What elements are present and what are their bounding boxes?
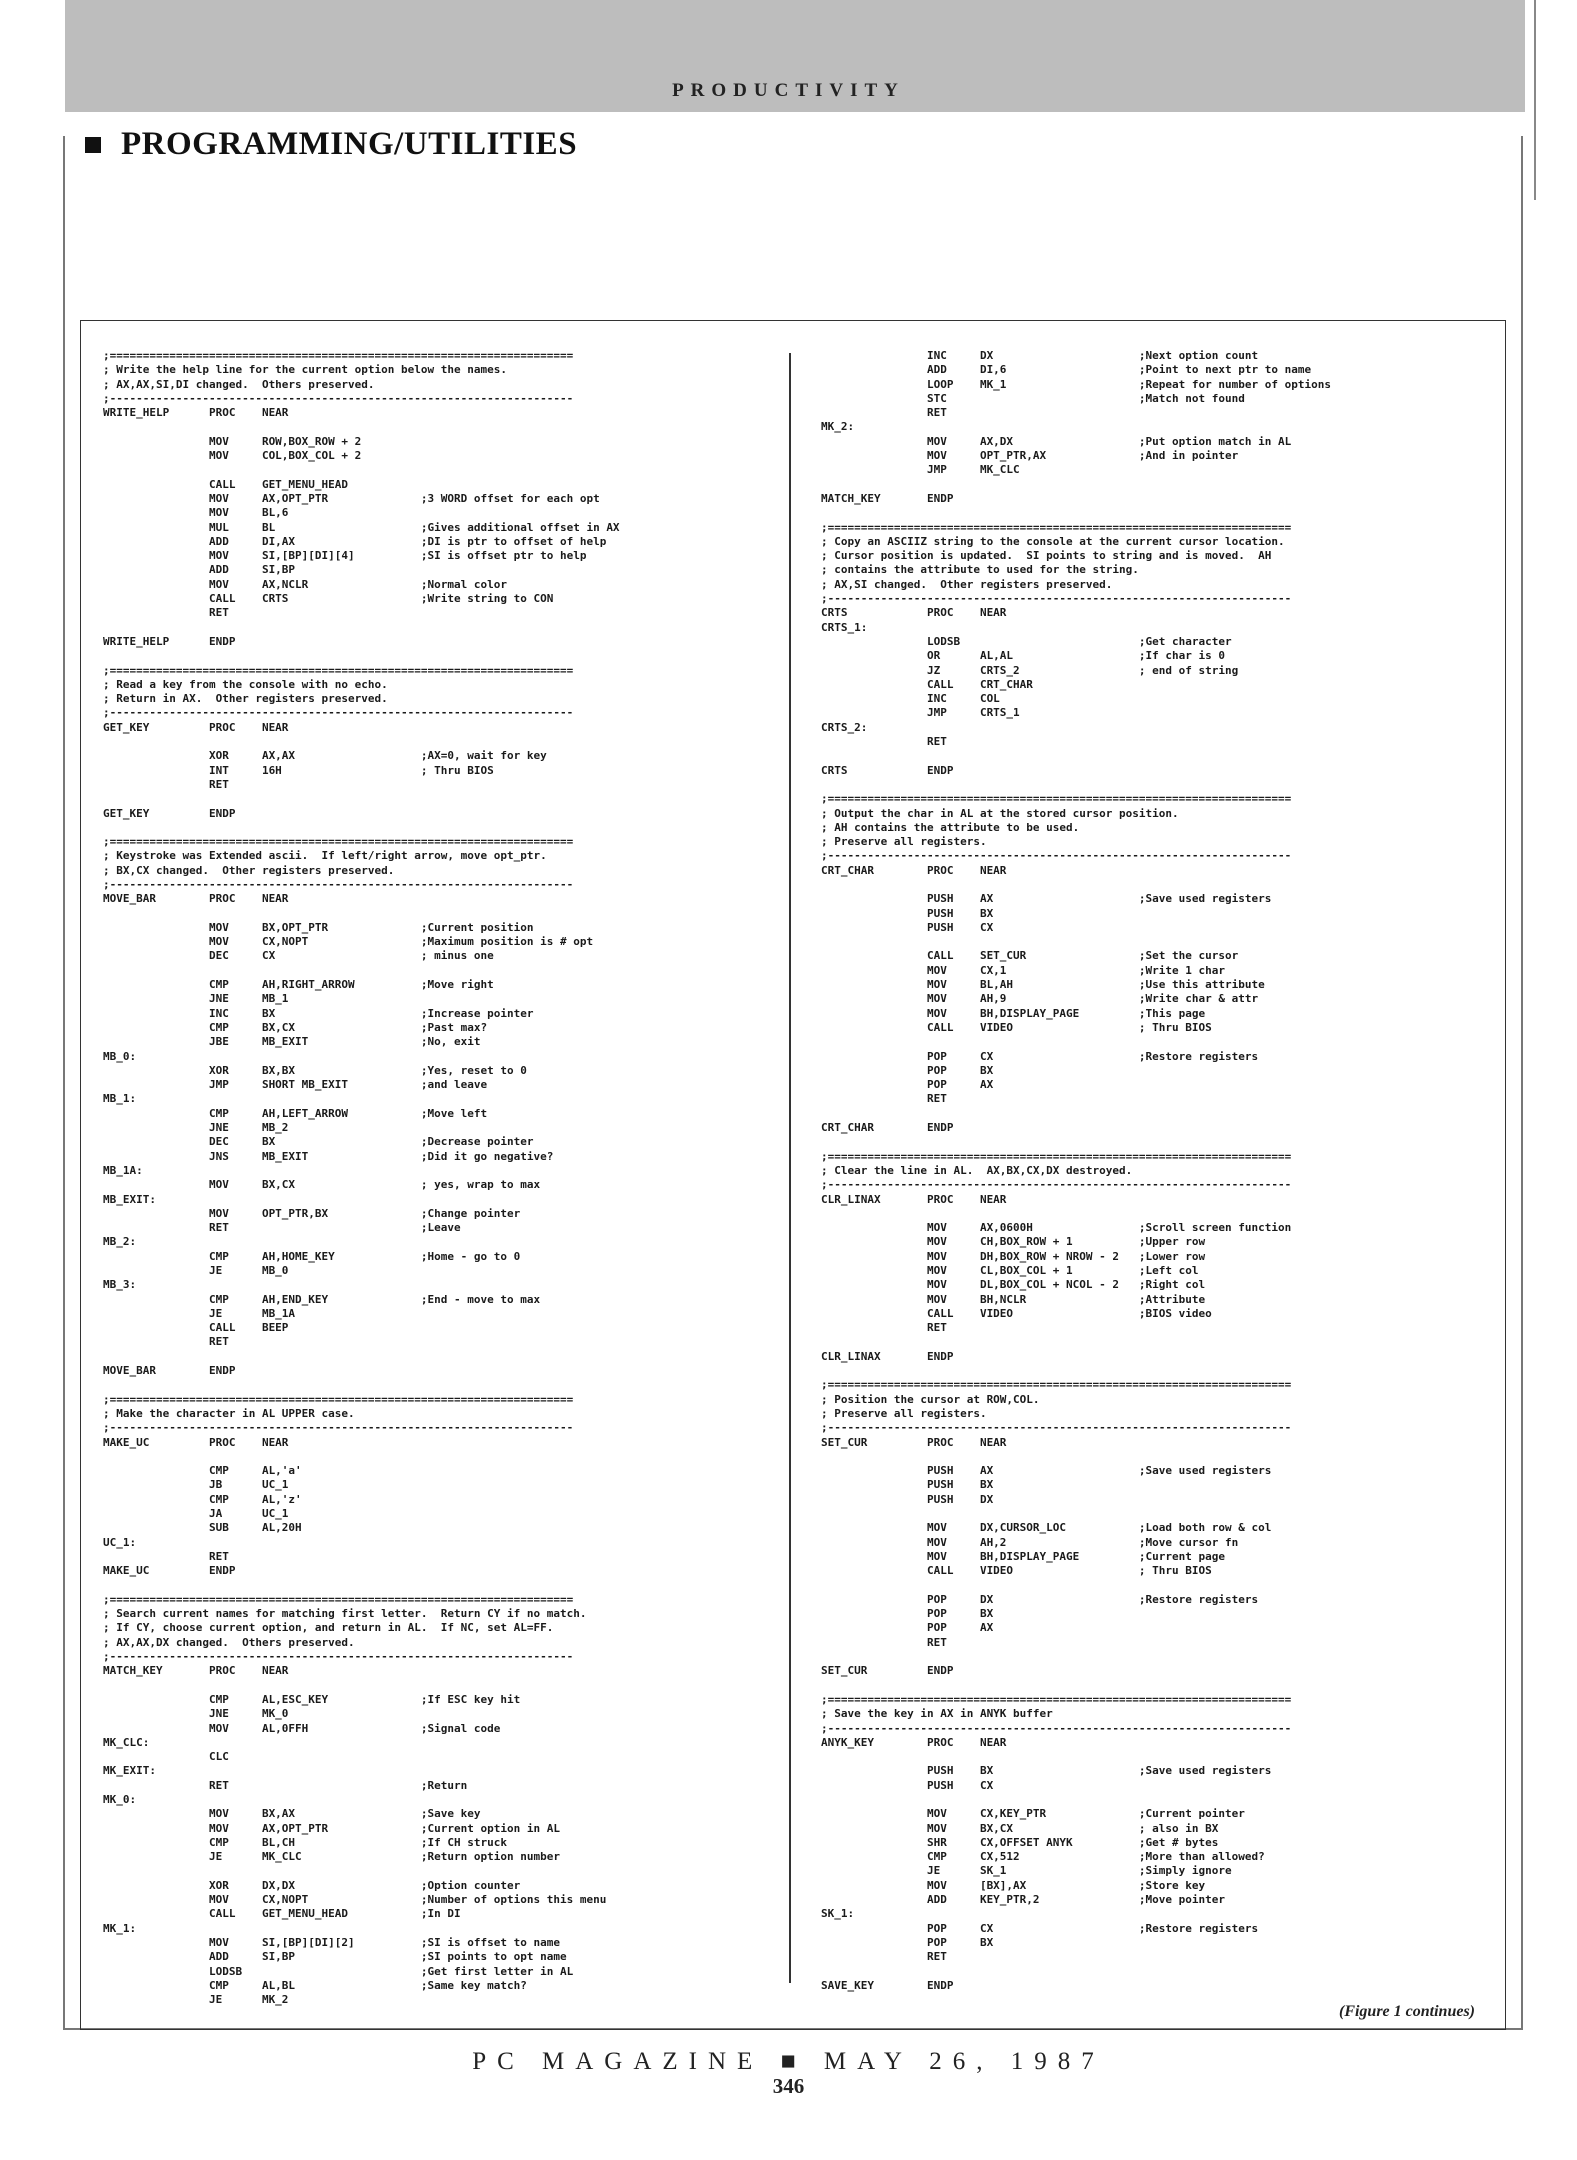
code-line [821,1507,1501,1521]
code-line: CALL CRTS ;Write string to CON [103,592,554,606]
code-line [821,1450,1501,1464]
code-line: CMP AL,BL ;Same key match? [103,1978,527,1992]
code-line: ; Make the character in AL UPPER case. [103,1406,355,1420]
code-line: SET_CUR ENDP [821,1664,954,1678]
code-line [821,1035,1501,1049]
code-line: MOV CX,KEY_PTR ;Current pointer [821,1807,1245,1821]
code-line [821,1207,1501,1221]
code-line [821,1335,1501,1349]
code-line: JE SK_1 ;Simply ignore [821,1864,1232,1878]
code-line: INC BX ;Increase pointer [103,1006,534,1020]
code-line: MOV [BX],AX ;Store key [821,1878,1206,1892]
code-line: ;---------------------------------------------------------------------- [821,1178,1292,1192]
code-line: MOV SI,[BP][DI][4] ;SI is offset ptr to help [103,549,587,563]
code-line: CMP AL,ESC_KEY ;If ESC key hit [103,1692,521,1706]
code-line [103,621,793,635]
code-line: RET [103,1549,229,1563]
code-line: OR AL,AL ;If char is 0 [821,649,1225,663]
code-line: INC DX ;Next option count [821,349,1259,362]
code-line: PUSH CX [821,1778,994,1792]
code-line: ADD SI,BP [103,563,296,577]
right-edge-rule [1534,0,1536,200]
code-line: JE MB_0 [103,1264,289,1277]
code-line: RET [821,1092,947,1106]
code-line: CALL VIDEO ; Thru BIOS [821,1564,1212,1578]
code-line: MUL BL ;Gives additional offset in AX [103,520,620,534]
code-line: STC ;Match not found [821,391,1245,405]
code-line: MOV AL,0FFH ;Signal code [103,1721,501,1735]
code-line [821,778,1501,792]
code-line: ;====================================================================== [103,1592,574,1606]
code-line: MOVE_BAR ENDP [103,1364,236,1378]
code-line [821,1364,1501,1378]
code-line: CMP AH,END_KEY ;End - move to max [103,1292,541,1306]
code-line: JMP SHORT MB_EXIT ;and leave [103,1078,488,1092]
code-line: MOV AX,NCLR ;Normal color [103,577,507,591]
code-line: JNE MK_0 [103,1707,289,1721]
code-line [103,907,793,921]
code-line: ; Search current names for matching first letter. Return CY if no match. [103,1607,587,1621]
code-line: ;---------------------------------------------------------------------- [821,592,1292,606]
code-line [103,1864,793,1878]
code-line: ;---------------------------------------------------------------------- [821,849,1292,863]
code-line [103,792,793,806]
code-line: SAVE_KEY ENDP [821,1978,954,1992]
code-line: WRITE_HELP PROC NEAR [103,406,289,420]
code-line: MATCH_KEY PROC NEAR [103,1664,289,1678]
code-line [821,878,1501,892]
code-line: MOV AH,2 ;Move cursor fn [821,1535,1239,1549]
figure-caption: (Figure 1 continues) [1338,2003,1475,2020]
code-line: MOV OPT_PTR,BX ;Change pointer [103,1206,521,1220]
code-line: MOV BX,AX ;Save key [103,1807,481,1821]
code-line: JNE MB_2 [103,1121,289,1135]
code-line: MOV DH,BOX_ROW + NROW - 2 ;Lower row [821,1249,1206,1263]
code-line: ;---------------------------------------------------------------------- [103,1421,574,1435]
code-line: RET [103,606,229,620]
code-line: ;---------------------------------------------------------------------- [103,1650,574,1664]
code-line: SET_CUR PROC NEAR [821,1435,1007,1449]
code-line: JE MK_CLC ;Return option number [103,1850,560,1864]
code-line: MOV BH,NCLR ;Attribute [821,1292,1206,1306]
code-line: MOV DX,CURSOR_LOC ;Load both row & col [821,1521,1272,1535]
code-line: ;====================================================================== [103,1392,574,1406]
code-line: PUSH BX [821,1478,994,1492]
code-line: ; Save the key in AX in ANYK buffer [821,1707,1053,1721]
code-line: MOV ROW,BOX_ROW + 2 [103,434,362,448]
code-line: RET [821,406,947,420]
code-line: MOV BH,DISPLAY_PAGE ;Current page [821,1549,1225,1563]
code-line [103,735,793,749]
code-line: ; Output the char in AL at the stored cursor position. [821,806,1179,820]
code-line: ;====================================================================== [103,835,574,849]
code-line: ; AH contains the attribute to be used. [821,820,1080,834]
code-line: POP DX ;Restore registers [821,1592,1259,1606]
code-line [821,1679,1501,1693]
code-line: ; AX,AX,DX changed. Others preserved. [103,1635,355,1649]
code-line: MB_0: [103,1049,137,1063]
code-line: MK_0: [103,1792,137,1806]
code-line [821,749,1501,763]
code-line [821,1750,1501,1764]
code-line [103,463,793,477]
code-line [821,935,1501,949]
code-line: RET [821,735,947,749]
code-line: ADD KEY_PTR,2 ;Move pointer [821,1893,1225,1907]
code-line: ; AX,SI changed. Other registers preserved. [821,577,1113,591]
code-line: XOR AX,AX ;AX=0, wait for key [103,749,547,763]
code-line: CMP AL,'a' [103,1464,302,1478]
code-line: MOV AH,9 ;Write char & attr [821,992,1259,1006]
code-line: JMP CRTS_1 [821,706,1020,720]
code-line: ; AX,AX,SI,DI changed. Others preserved. [103,377,375,391]
code-line: ;---------------------------------------------------------------------- [821,1721,1292,1735]
code-line [821,1579,1501,1593]
code-line: ; Return in AX. Other registers preserved. [103,692,388,706]
code-line: JA UC_1 [103,1507,289,1521]
code-line: POP AX [821,1621,994,1635]
code-line [103,1350,793,1364]
code-line: DEC BX ;Decrease pointer [103,1135,534,1149]
code-line: RET ;Leave [103,1221,461,1235]
code-line: POP BX [821,1935,994,1949]
code-line: SUB AL,20H [103,1521,302,1535]
code-line: CMP BL,CH ;If CH struck [103,1835,507,1849]
magazine-footer: PC MAGAZINE ■ MAY 26, 1987 [472,2048,1105,2075]
code-line: JZ CRTS_2 ; end of string [821,663,1239,677]
code-line: POP AX [821,1078,994,1092]
code-line: DEC CX ; minus one [103,949,494,963]
code-line: POP BX [821,1607,994,1621]
code-line: CMP BX,CX ;Past max? [103,1020,488,1034]
code-line: ; Clear the line in AL. AX,BX,CX,DX destroyed. [821,1163,1133,1177]
code-line: ; Copy an ASCIIZ string to the console at the current cursor location. [821,534,1285,548]
code-line: ; Preserve all registers. [821,1406,987,1420]
code-line: MOV BX,OPT_PTR ;Current position [103,920,534,934]
code-line: RET [821,1321,947,1335]
code-line: XOR BX,BX ;Yes, reset to 0 [103,1063,527,1077]
code-line: JNS MB_EXIT ;Did it go negative? [103,1149,554,1163]
code-line: RET [103,1335,229,1349]
code-line [103,649,793,663]
code-line: ; Keystroke was Extended ascii. If left/right arrow, move opt_ptr. [103,849,547,863]
code-line: INT 16H ; Thru BIOS [103,763,494,777]
code-line: CALL CRT_CHAR [821,677,1033,691]
page-number: 346 [772,2074,805,2098]
code-line: ; contains the attribute to used for the string. [821,563,1139,577]
code-line: MOV BH,DISPLAY_PAGE ;This page [821,1006,1206,1020]
code-line: MOV AX,DX ;Put option match in AL [821,434,1292,448]
code-line: SHR CX,OFFSET ANYK ;Get # bytes [821,1835,1219,1849]
code-line: GET_KEY PROC NEAR [103,720,289,734]
page-title-group [85,126,577,163]
code-line: MOV BL,6 [103,506,289,520]
listing-left-column [103,349,793,2007]
column-divider [789,353,791,1983]
code-line: CALL GET_MENU_HEAD [103,477,349,491]
listing-right-column [821,349,1501,1992]
code-line: CALL SET_CUR ;Set the cursor [821,949,1239,963]
code-line: CRTS_2: [821,720,868,734]
section-label: PRODUCTIVITY [672,80,905,101]
code-line: LOOP MK_1 ;Repeat for number of options [821,377,1331,391]
code-line [103,1579,793,1593]
code-line [103,1450,793,1464]
code-line: MK_EXIT: [103,1764,156,1778]
code-line [103,821,793,835]
code-line: MOV AX,OPT_PTR ;Current option in AL [103,1821,560,1835]
code-line: ;====================================================================== [821,1149,1292,1163]
code-line [821,478,1501,492]
code-line: CALL GET_MENU_HEAD ;In DI [103,1907,461,1921]
code-line: LODSB ;Get first letter in AL [103,1964,574,1978]
code-line: MOV COL,BOX_COL + 2 [103,449,362,463]
code-line [821,1965,1501,1979]
code-line: MOV SI,[BP][DI][2] ;SI is offset to name [103,1935,560,1949]
code-line [821,1793,1501,1807]
code-line: JMP MK_CLC [821,463,1020,477]
code-line: MOV CH,BOX_ROW + 1 ;Upper row [821,1235,1206,1249]
code-line: ;====================================================================== [103,663,574,677]
code-line: ; Write the help line for the current option below the names. [103,363,507,377]
code-line: ; BX,CX changed. Other registers preserved. [103,863,395,877]
code-line: CRT_CHAR ENDP [821,1121,954,1135]
code-line: MAKE_UC PROC NEAR [103,1435,289,1449]
code-line: ANYK_KEY PROC NEAR [821,1735,1007,1749]
code-line: ; If CY, choose current option, and return in AL. If NC, set AL=FF. [103,1621,554,1635]
code-line: ;---------------------------------------------------------------------- [103,706,574,720]
code-line: MK_1: [103,1921,137,1935]
code-line: ; Cursor position is updated. SI points to string and is moved. AH [821,549,1272,563]
code-line: PUSH AX ;Save used registers [821,1464,1272,1478]
code-line: PUSH BX ;Save used registers [821,1764,1272,1778]
code-line [103,964,793,978]
square-bullet-icon [85,137,101,153]
code-line: CLR_LINAX PROC NEAR [821,1192,1007,1206]
code-line: MOV BX,CX ; yes, wrap to max [103,1178,541,1192]
code-line: POP CX ;Restore registers [821,1921,1259,1935]
page-title: PROGRAMMING/UTILITIES [121,126,578,162]
code-line: PUSH DX [821,1492,994,1506]
code-line: SK_1: [821,1907,855,1921]
code-line: ; Preserve all registers. [821,835,987,849]
code-line: JB UC_1 [103,1478,289,1492]
code-line: CRT_CHAR PROC NEAR [821,863,1007,877]
code-line [103,420,793,434]
code-line: POP BX [821,1063,994,1077]
code-line: CRTS_1: [821,620,868,634]
code-line: MOV CL,BOX_COL + 1 ;Left col [821,1264,1199,1277]
code-line: ; Read a key from the console with no echo. [103,677,388,691]
code-line: CMP AH,HOME_KEY ;Home - go to 0 [103,1249,521,1263]
code-line: PUSH CX [821,920,994,934]
code-line: ADD DI,AX ;DI is ptr to offset of help [103,534,607,548]
code-line: RET [103,777,229,791]
code-line: ;====================================================================== [821,520,1292,534]
code-line [103,1378,793,1392]
code-line: CMP AH,LEFT_ARROW ;Move left [103,1106,488,1120]
code-line: WRITE_HELP ENDP [103,634,236,648]
code-line: PUSH AX ;Save used registers [821,892,1272,906]
code-line [103,1679,793,1693]
code-line: MOV BX,CX ; also in BX [821,1821,1219,1835]
code-line: PUSH BX [821,906,994,920]
code-line: CMP CX,512 ;More than allowed? [821,1850,1265,1864]
code-line: JNE MB_1 [103,992,289,1006]
code-line: CLR_LINAX ENDP [821,1349,954,1363]
code-line: ADD SI,BP ;SI points to opt name [103,1950,567,1964]
code-line: GET_KEY ENDP [103,806,236,820]
code-line: CALL VIDEO ; Thru BIOS [821,1020,1212,1034]
code-line: LODSB ;Get character [821,634,1232,648]
code-line: ;---------------------------------------------------------------------- [821,1421,1292,1435]
code-line [821,1135,1501,1149]
code-line: ;====================================================================== [103,349,574,362]
code-line: MOV OPT_PTR,AX ;And in pointer [821,449,1239,463]
code-line: CLC [103,1750,229,1764]
code-line: JBE MB_EXIT ;No, exit [103,1035,481,1049]
code-line: MB_2: [103,1235,137,1249]
code-line: INC COL [821,692,1000,706]
code-line: RET [821,1635,947,1649]
code-line: MOV AX,0600H ;Scroll screen function [821,1221,1292,1235]
code-line: MB_1: [103,1092,137,1106]
code-line: RET ;Return [103,1778,468,1792]
code-listing-figure [80,320,1506,2030]
code-line: MB_3: [103,1278,137,1292]
code-line: ; Position the cursor at ROW,COL. [821,1392,1040,1406]
code-line [821,506,1501,520]
code-line: MOV DL,BOX_COL + NCOL - 2 ;Right col [821,1278,1206,1292]
code-line [821,1107,1501,1121]
code-line: MATCH_KEY ENDP [821,491,954,505]
code-line: CALL VIDEO ;BIOS video [821,1306,1212,1320]
code-line: ;---------------------------------------------------------------------- [103,877,574,891]
code-line: UC_1: [103,1535,137,1549]
code-line: MOV BL,AH ;Use this attribute [821,978,1265,992]
code-line: ;====================================================================== [821,792,1292,806]
code-line: MOV CX,1 ;Write 1 char [821,963,1225,977]
code-line: XOR DX,DX ;Option counter [103,1878,521,1892]
code-line: RET [821,1950,947,1964]
code-line: MOV AX,OPT_PTR ;3 WORD offset for each opt [103,491,600,505]
code-line: POP CX ;Restore registers [821,1049,1259,1063]
code-line: CMP AL,'z' [103,1492,302,1506]
code-line: CMP AH,RIGHT_ARROW ;Move right [103,978,494,992]
code-line: MOV CX,NOPT ;Maximum position is # opt [103,935,594,949]
code-line: JE MB_1A [103,1306,296,1320]
code-line: CRTS ENDP [821,763,954,777]
code-line: MOV CX,NOPT ;Number of options this menu [103,1893,607,1907]
code-line: JE MK_2 [103,1993,289,2007]
code-line: MAKE_UC ENDP [103,1564,236,1578]
code-line: ADD DI,6 ;Point to next ptr to name [821,363,1312,377]
code-line: CRTS PROC NEAR [821,606,1007,620]
code-line: MB_EXIT: [103,1192,156,1206]
code-line: ;====================================================================== [821,1692,1292,1706]
code-line: MK_CLC: [103,1735,150,1749]
code-line: ;---------------------------------------------------------------------- [103,391,574,405]
code-line: ;====================================================================== [821,1378,1292,1392]
code-line: MB_1A: [103,1163,143,1177]
code-line: CALL BEEP [103,1321,289,1335]
code-line [821,1650,1501,1664]
code-line: MK_2: [821,420,855,434]
code-line: MOVE_BAR PROC NEAR [103,892,289,906]
